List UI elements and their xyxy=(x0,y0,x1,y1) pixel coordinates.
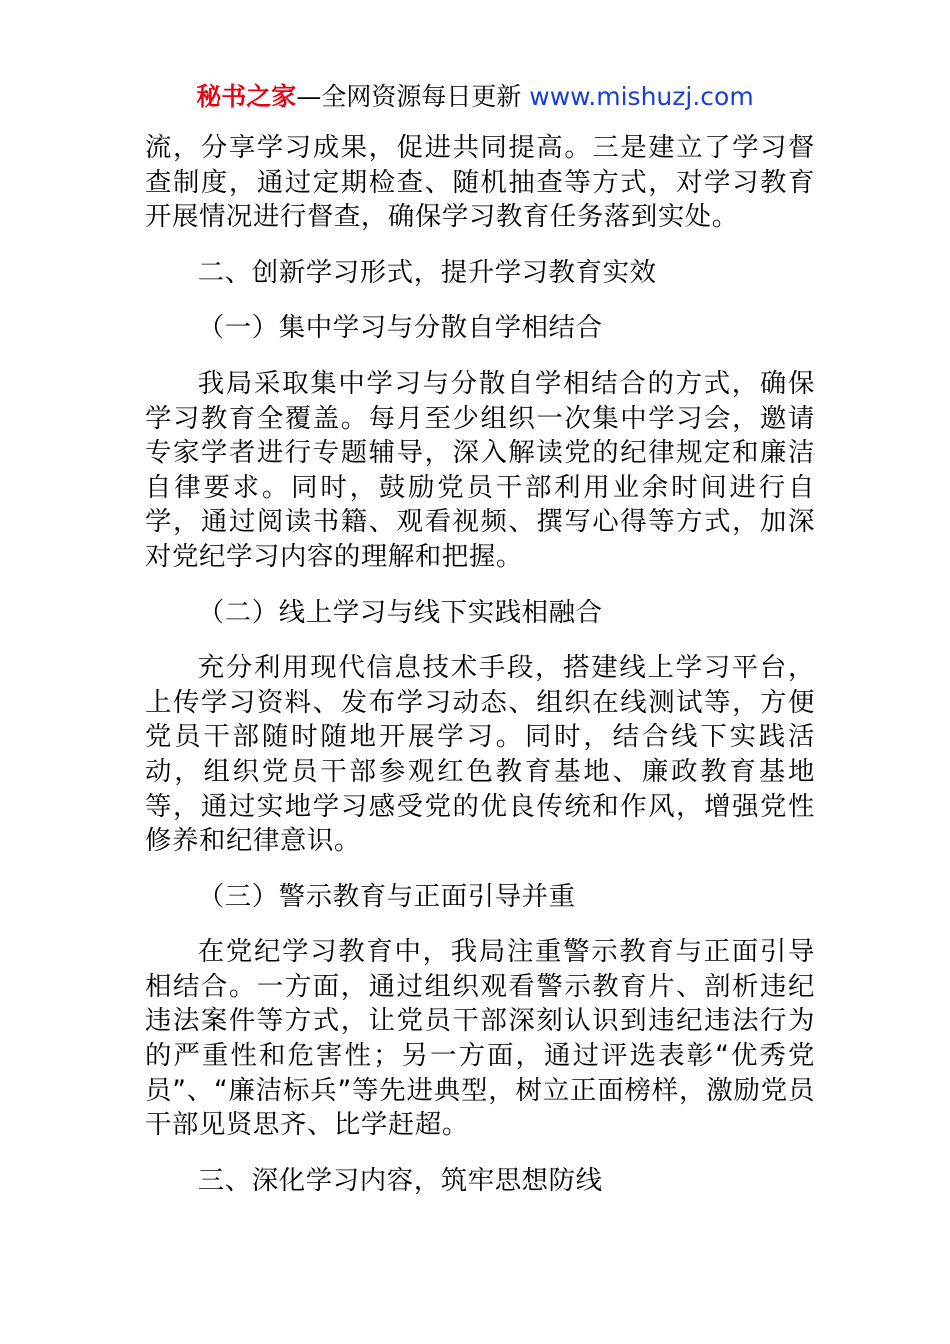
paragraph-1: 我局采取集中学习与分散自学相结合的方式，确保学习教育全覆盖。每月至少组织一次集中学习会，邀请专家学者进行专题辅导，深入解读党的纪律规定和廉洁自律要求。同时，鼓励党员干部利用业余时间进行自学，通过阅读书籍、观看视频、撰写心得等方式，加深对党纪学习内容的理解和把握。 xyxy=(145,367,815,572)
subheading-2: （二）线上学习与线下实践相融合 xyxy=(197,596,603,628)
header-url-link[interactable]: www.mishuzj.com xyxy=(529,82,754,111)
section-heading-2: 二、创新学习形式，提升学习教育实效 xyxy=(197,256,657,288)
section-heading-3: 三、深化学习内容，筑牢思想防线 xyxy=(197,1164,603,1196)
page-header xyxy=(0,80,950,114)
paragraph-3: 在党纪学习教育中，我局注重警示教育与正面引导相结合。一方面，通过组织观看警示教育片、剖析违纪违法案件等方式，让党员干部深刻认识到违纪违法行为的严重性和危害性；另一方面，通过评选表彰“优秀党员”、“廉洁标兵”等先进典型，树立正面榜样，激励党员干部见贤思齐、比学赶超。 xyxy=(145,936,815,1141)
subheading-1: （一）集中学习与分散自学相结合 xyxy=(197,312,603,344)
subheading-3: （三）警示教育与正面引导并重 xyxy=(197,880,576,912)
header-tagline: —全网资源每日更新 xyxy=(296,82,530,111)
document-body xyxy=(145,131,815,1219)
paragraph-continued: 流，分享学习成果，促进共同提高。三是建立了学习督查制度，通过定期检查、随机抽查等方式，对学习教育开展情况进行督查，确保学习教育任务落到实处。 xyxy=(145,132,815,233)
header-brand: 秘书之家 xyxy=(196,82,297,111)
paragraph-2: 充分利用现代信息技术手段，搭建线上学习平台，上传学习资料、发布学习动态、组织在线测试等，方便党员干部随时随地开展学习。同时，结合线下实践活动，组织党员干部参观红色教育基地、廉政教育基地等，通过实地学习感受党的优良传统和作风，增强党性修养和纪律意识。 xyxy=(145,652,815,857)
